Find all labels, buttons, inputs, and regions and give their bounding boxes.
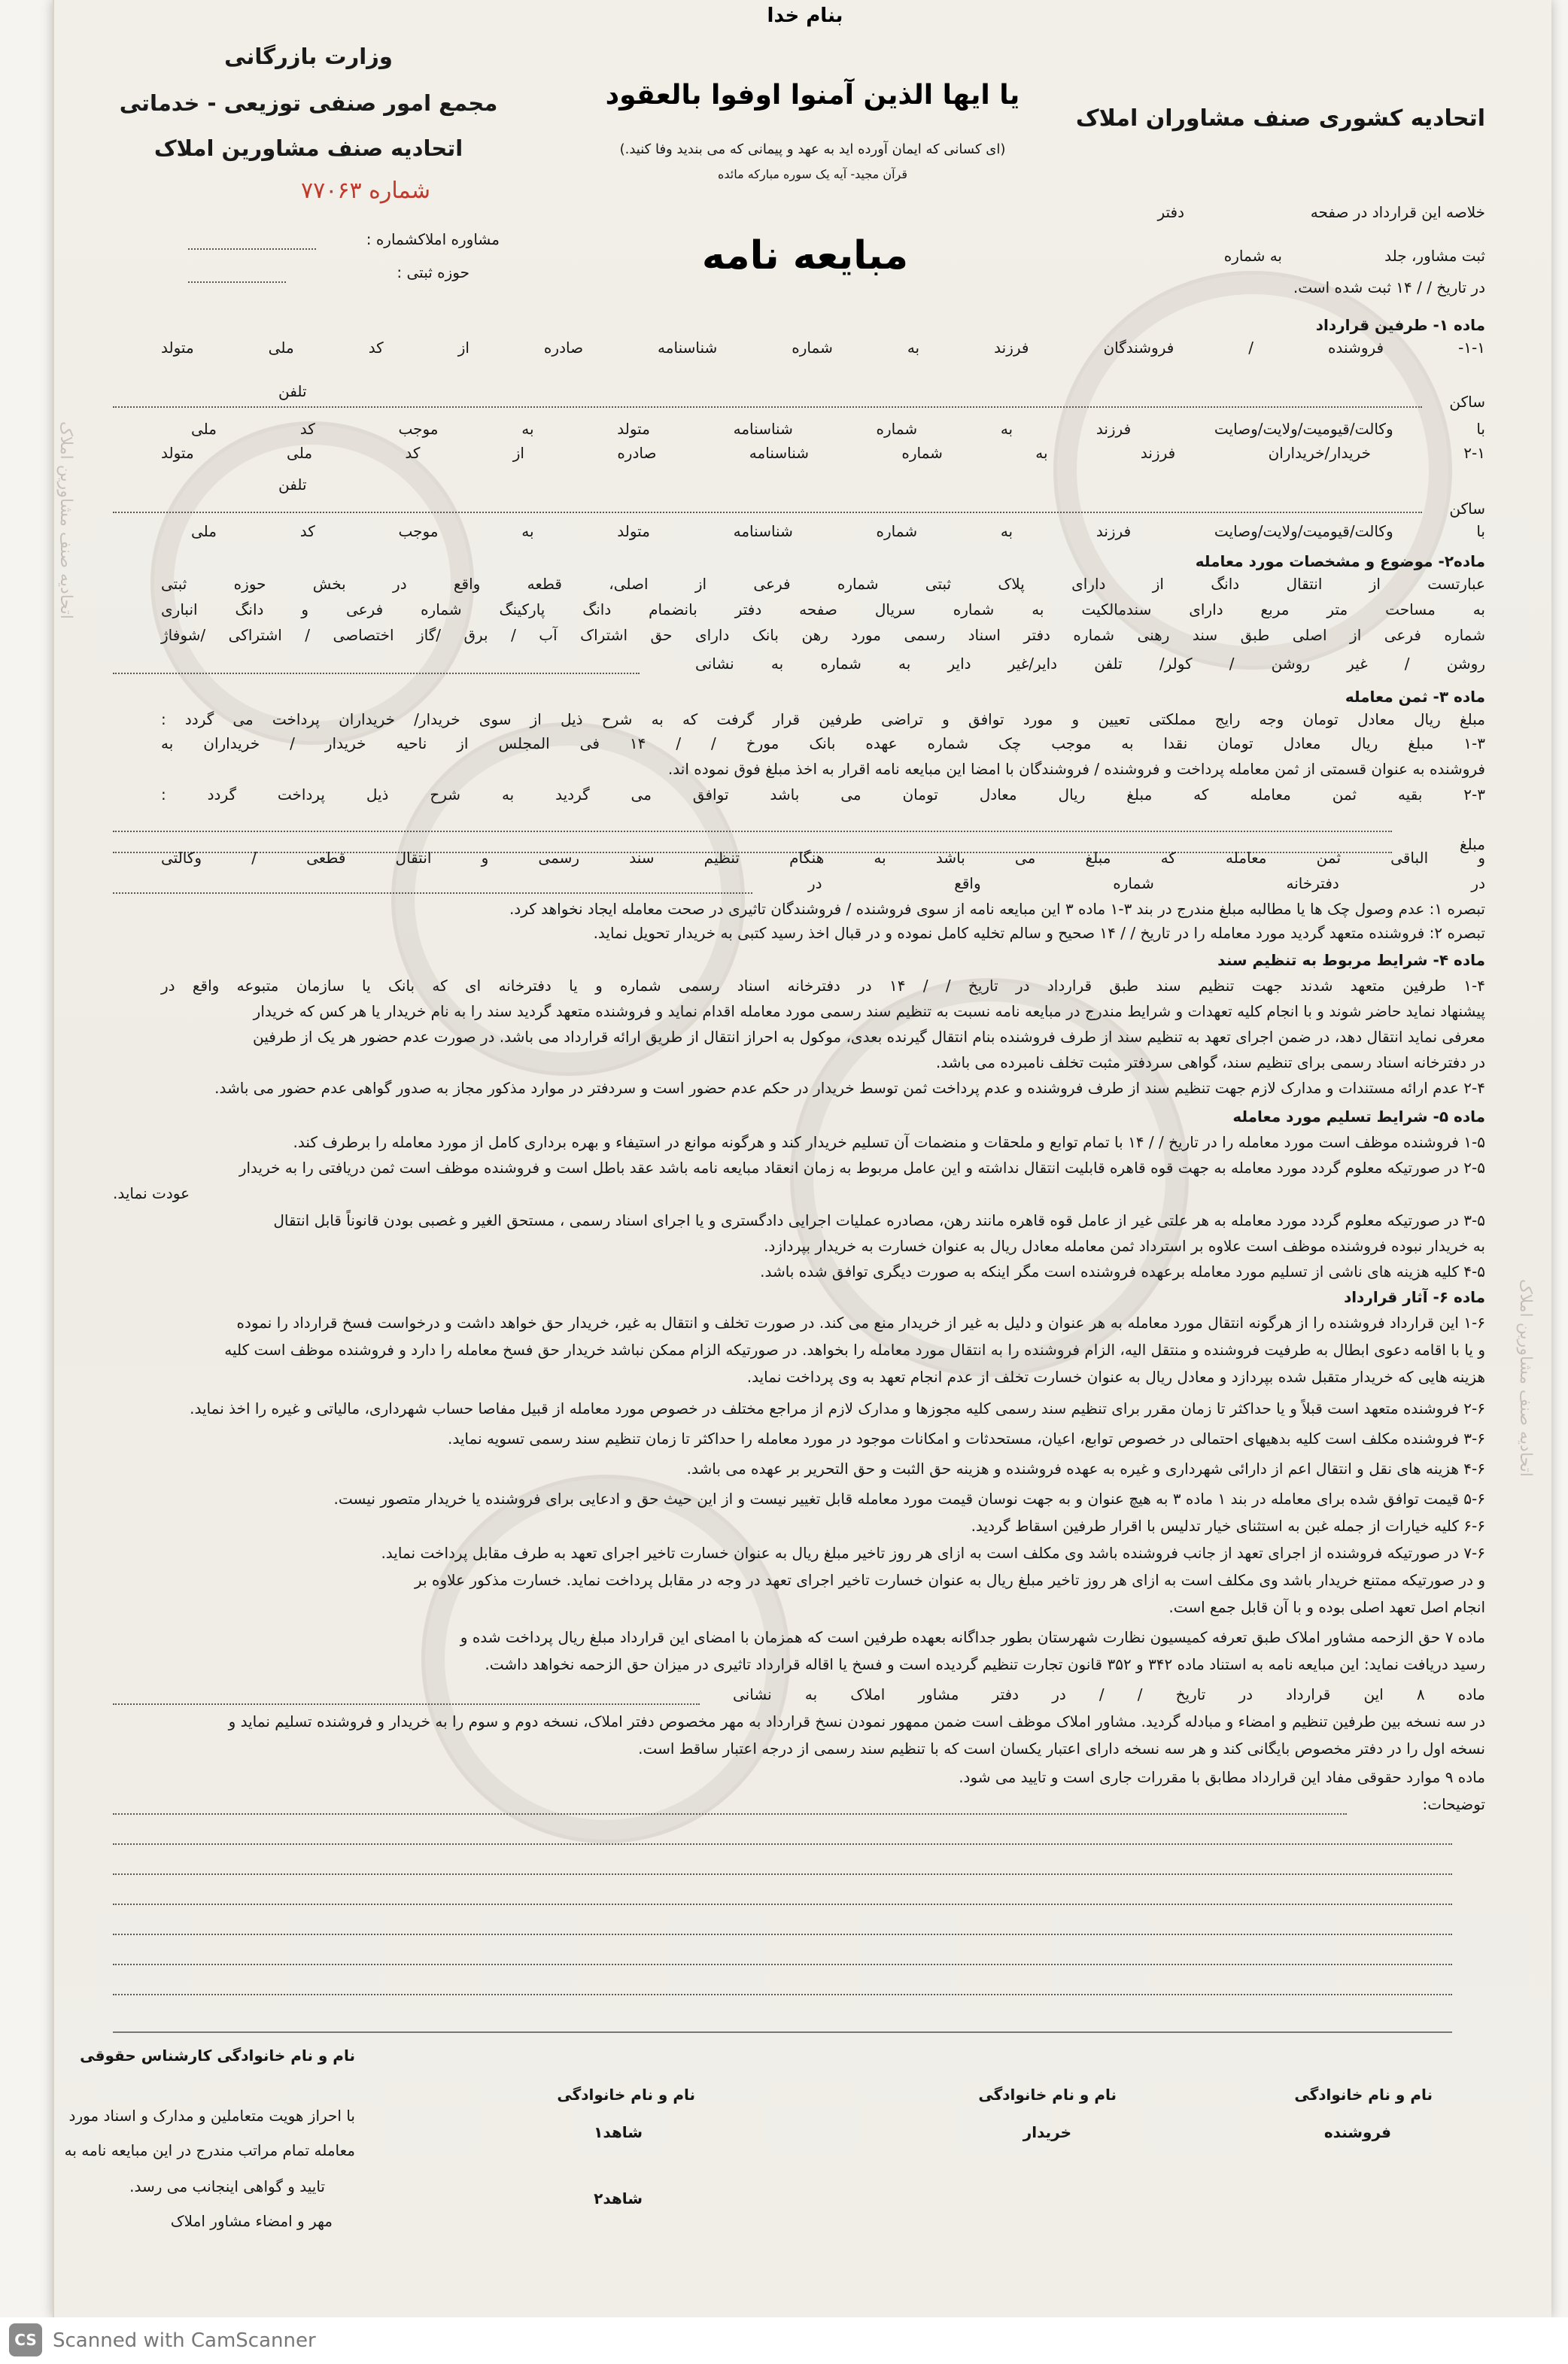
buyer-resident-label: ساکن (1449, 500, 1485, 518)
article2-line3: شماره فرعی از اصلی طبق سند رهنی شماره دفتر اسناد رسمی مورد رهن بانک دارای حق اشتراک آب / برق /گاز اختصاصی / اشتراکی /شوفاژ (161, 626, 1485, 644)
seller-phone-label: تلفن (278, 382, 307, 400)
article3-line1: مبلغ ریال معادل تومان وجه رایج مملکتی تعیین و مورد توافق و تراضی طرفین قرار گرفت که به شرح ذیل از سوی خریدار/ خریداران پرداخت می گردد : (161, 710, 1485, 728)
article6-title: ماده ۶- آثار قرارداد (1343, 1288, 1485, 1306)
article4-p2: پیشنهاد نماید حاضر شوند و با انجام کلیه تعهدات و شرایط مندرج در مبایعه نامه نسبت به تنظیم سند رسمی مورد معامله اقدام نماید و فروشنده متعهد گردید سند را به نام خریدار یا هر کس که خریدار (253, 1002, 1485, 1020)
article4-p4: در دفترخانه اسناد رسمی برای تنظیم سند، گواهی سردفتر مثبت تخلف نامبرده می باشد. (935, 1053, 1485, 1071)
article8-p2: در سه نسخه بین طرفین تنظیم و امضاء و مبادله گردید. مشاور املاک موظف است ضمن ممهور نمودن نسخ قرارداد به مهر مخصوص دفتر املاک، نسخه دوم و سوم را به خریدار و فروشنده تسلیم نماید و (228, 1712, 1485, 1730)
union-title-left: اتحادیه صنف مشاورین املاک (153, 135, 463, 161)
registry-area-label: حوزه ثبتی : (397, 263, 469, 281)
summary-page-label: خلاصه این قرارداد در صفحه (1310, 203, 1485, 221)
article6-p7: ۷-۶ در صورتیکه فروشنده از اجرای تعهد از جانب فروشنده باشد وی مکلف است به ازای هر روز تاخیر مبلغ ریال به عنوان خسارت تاخیر اجرای تعهد به طرف مقابل پرداخت نماید. (381, 1544, 1485, 1562)
article5-p1: ۱-۵ فروشنده موظف است مورد معامله را در تاریخ / / ۱۴ با تمام توابع و ملحقات و منضمات آن تسلیم خریدار کند و هرگونه موانع در استیفاء و بهره برداری کامل از مورد معامله را برطرف کند. (293, 1133, 1485, 1151)
article8-p3: نسخه اول را در دفتر مخصوص بایگانی کند و هر سه نسخه دارای اعتبار یکسان است که با تنظیم سند رسمی از درجه اعتبار ساقط است. (638, 1740, 1485, 1758)
article3-line7: در دفترخانه شماره واقع در (808, 874, 1485, 892)
article7-p1: ماده ۷ حق الزحمه مشاور املاک طبق تعرفه کمیسیون نظارت شهرستان بطور جداگانه بعهده طرفین است که همزمان با امضای این قرارداد مبلغ ریال پرداخت شده و (460, 1628, 1485, 1646)
registration-number-label: به شماره (1223, 247, 1282, 265)
article2-line4: روشن / غیر روشن / کولر/ تلفن دایر/غیر دایر به شماره به نشانی (695, 655, 1485, 673)
legal-expert-text-1: با احراز هویت متعاملین و مدارک و اسناد مورد (68, 2107, 355, 2125)
serial-value: ۷۷۰۶۳ (301, 178, 362, 204)
article5-p2: ۲-۵ در صورتیکه معلوم گردد مورد معامله به جهت قوه قاهره قابلیت انتقال نداشته و این عامل مربوط به زمان انعقاد مبایعه نامه باشد عقد باطل است و فروشنده موظف است ثمن دریافتی را به خریدار (239, 1159, 1485, 1177)
verse-source: قرآن مجید- آیه یک سوره مبارکه مائده (718, 167, 907, 181)
camscanner-logo: CS (9, 2323, 42, 2356)
quran-verse: یا ایها الذین آمنوا اوفوا بالعقود (605, 80, 1020, 111)
consultancy-number-label: مشاوره املاکشماره : (366, 230, 500, 248)
article3-line5: مبلغ (1459, 835, 1485, 853)
article6-p7c: انجام اصل تعهد اصلی بوده و با آن قابل جمع است. (1168, 1598, 1485, 1616)
article9-p1: ماده ۹ موارد حقوقی مفاد این قرارداد مطابق با مقررات جاری است و تایید می شود. (959, 1768, 1485, 1786)
article3-line4: ۲-۳ بقیه ثمن معامله که مبلغ ریال معادل تومان می باشد توافق می گردید به شرح ذیل پرداخت گردد : (161, 785, 1485, 804)
article5-p3b: به خریدار نبوده فروشنده موظف است علاوه بر استرداد ثمن معامله معادل ریال به عنوان خسارت به خریدار بپردازد. (764, 1237, 1485, 1255)
legal-expert-text-3: تایید و گواهی اینجانب می رسد. (129, 2177, 325, 2195)
ministry-title: وزارت بازرگانی (224, 44, 393, 69)
article6-p1: ۱-۶ این قرارداد فروشنده را از هرگونه انتقال مورد معامله به هر عنوان و دلیل به غیر از خریدار منع می کند. در صورت تخلف و انتقال به غیر، خریدار حق خواهد داشت و درخواست فسخ قرارداد را نموده (236, 1314, 1485, 1332)
seller-label: فروشنده (1323, 2123, 1391, 2141)
article6-p5: ۵-۶ قیمت توافق شده برای معامله در بند ۱ ماده ۳ به هیچ عنوان و به جهت نوسان قیمت مورد معامله قابل تغییر نیست و از این حیث حق و ادعایی برای فروشنده یا خریدار متصور نیست. (333, 1490, 1485, 1508)
buyer-phone-label: تلفن (278, 476, 307, 494)
witness2-label: شاهد۲ (594, 2189, 643, 2208)
article6-p3: ۳-۶ فروشنده مکلف است کلیه بدهیهای احتمالی در خصوص توابع، اعیان، مستحدثات و امکانات موجود در مورد معامله را حداکثر تا زمان تنظیم سند رسمی تسویه نماید. (448, 1430, 1485, 1448)
article6-p1b: و یا با اقامه دعوی ابطال به طرفیت فروشنده و منتقل الیه، الزام فروشنده را به انتقال مورد معامله را بخواهد. در صورتیکه الزام ممکن نباشد خریدار حق فسخ معامله را دارد و فروشنده موظف است کلیه (224, 1341, 1485, 1359)
seller-resident-label: ساکن (1449, 393, 1485, 411)
article3-note2: تبصره ۲: فروشنده متعهد گردید مورد معامله را در تاریخ / / ۱۴ صحیح و سالم تخلیه کامل نموده و در قبال اخذ رسید کتبی به خریدار تحویل نماید. (593, 924, 1485, 942)
notes-label: توضیحات: (1422, 1795, 1485, 1813)
assembly-title: مجمع امور صنفی توزیعی - خدماتی (119, 90, 498, 116)
article4-title: ماده ۴- شرایط مربوط به تنظیم سند (1217, 951, 1485, 969)
article2-title: ماده۲- موضوع و مشخصات مورد معامله (1195, 552, 1485, 570)
buyer-label: خریدار (1023, 2123, 1071, 2141)
margin-watermark-text: اتحادیه صنف مشاورین املاک (1516, 1279, 1535, 1477)
registration-label: ثبت مشاور، جلد (1384, 247, 1485, 265)
camscanner-watermark: Scanned with CamScanner (53, 2329, 316, 2352)
seller-name-label: نام و نام خانوادگی (1294, 2086, 1433, 2104)
article8-p1: ماده ۸ این قرارداد در تاریخ / / در دفتر مشاور املاک به نشانی (733, 1685, 1485, 1703)
legal-expert-title: نام و نام خانوادگی کارشناس حقوقی (80, 2046, 355, 2065)
serial-number (301, 178, 430, 204)
article6-p1c: هزینه هایی که خریدار متقبل شده بپردازد و معادل ریال به عنوان خسارت تخلف از عدم انجام تعهد به وی پرداخت نماید. (746, 1368, 1485, 1386)
article6-p6: ۶-۶ کلیه خیارات از جمله غبن به استثنای خیار تدلیس با اقرار طرفین اسقاط گردید. (971, 1517, 1485, 1535)
article1-title: ماده ۱- طرفین قرارداد (1315, 316, 1485, 334)
registration-date: در تاریخ / / ۱۴ ثبت شده است. (1293, 278, 1485, 296)
article5-title: ماده ۵- شرایط تسلیم مورد معامله (1232, 1108, 1485, 1126)
witness1-label: شاهد۱ (594, 2123, 643, 2141)
article7-p2: رسید دریافت نماید: این مبایعه نامه به استناد ماده ۳۴۲ و ۳۵۲ قانون تجارت تنظیم گردیده است و فسخ یا اقاله قرارداد تاثیری در میزان حق الزحمه نخواهد داشت. (485, 1655, 1485, 1673)
article6-p2: ۲-۶ فروشنده متعهد است قبلاً و یا حداکثر تا زمان مقرر برای تنظیم سند رسمی کلیه مجوزها و مدارک لازم از مراجع مختلف در خصوص مورد معامله از قبیل مفاصا حساب شهرداری، مالیاتی و غیره را اخذ نماید. (190, 1399, 1485, 1417)
article5-p3: ۳-۵ در صورتیکه معلوم گردد مورد معامله به هر علتی غیر از عامل قوه قاهره مانند رهن، مصادره عملیات اجرایی دادگستری و یا اجرای اسناد رسمی ، مستحق الغیر و غصبی بودن قانوناً قابل انتقال (273, 1211, 1485, 1229)
legal-expert-text-2: معامله تمام مراتب مندرج در این مبایعه نامه به (64, 2141, 355, 2159)
summary-book-label: دفتر (1157, 203, 1184, 221)
union-title-right: اتحادیه کشوری صنف مشاوران املاک (1075, 105, 1485, 132)
witness-name-label: نام و نام خانوادگی (557, 2086, 695, 2104)
margin-watermark-text: اتحادیه صنف مشاورین املاک (56, 421, 75, 619)
article3-line2: ۱-۳ مبلغ ریال معادل تومان نقدا به موجب چک شماره عهده بانک مورخ / / ۱۴ فی المجلس از ناحیه خریدار / خریداران به (161, 734, 1485, 752)
verse-translation: (ای کسانی که ایمان آورده اید به عهد و پیمانی که می بندید وفا کنید.) (619, 141, 1006, 157)
serial-label: شماره (369, 178, 430, 204)
buyer-agent-line: با وکالت/قیومیت/ولایت/وصایت فرزند به شماره شناسنامه متولد به موجب کد ملی (191, 522, 1485, 540)
article3-note1: تبصره ۱: عدم وصول چک ها یا مطالبه مبلغ مندرج در بند ۳-۱ ماده ۳ این مبایعه نامه از سوی فروشنده / فروشندگان تاثیری در صحت معامله ایجاد نخواهد کرد. (509, 900, 1485, 918)
article6-p7b: و در صورتیکه ممتنع خریدار باشد وی مکلف است به ازای هر روز تاخیر مبلغ ریال به عنوان خسارت تاخیر اجرای تعهد در وجه در مقابل پرداخت نماید. خسارت مذکور علاوه بر (415, 1571, 1485, 1589)
article4-p1: ۱-۴ طرفین متعهد شدند جهت تنظیم سند طبق قرارداد در تاریخ / / ۱۴ در دفترخانه اسناد رسمی شماره و یا دفترخانه ای که بانک یا سازمان متبوعه واقع در (161, 977, 1485, 995)
seller-agent-line: با وکالت/قیومیت/ولایت/وصایت فرزند به شماره شناسنامه متولد به موجب کد ملی (191, 420, 1485, 438)
article5-p4: ۴-۵ کلیه هزینه های ناشی از تسلیم مورد معامله برعهده فروشنده است مگر اینکه به صورت دیگری توافق شده باشد. (760, 1263, 1485, 1281)
seller-line: ۱-۱- فروشنده / فروشندگان فرزند به شماره شناسنامه صادره از کد ملی متولد (161, 339, 1485, 357)
article4-p3: معرفی نماید انتقال دهد، در ضمن اجرای تعهد به تنظیم سند از طرف فروشنده بنام انتقال گیرنده بعدی، موکول به احراز انتقال از طریق ارائه قرارداد می باشد. در صورت عدم حضور هر یک از طرفین (253, 1028, 1485, 1046)
article3-line6: و الباقی ثمن معامله که مبلغ می باشد به هنگام تنظیم سند رسمی و انتقال قطعی / وکالتی (161, 849, 1485, 867)
article4-p5: ۲-۴ عدم ارائه مستندات و مدارک لازم جهت تنظیم سند از طرف فروشنده و عدم پرداخت ثمن توسط خریدار در حکم عدم حضور است و سردفتر در موارد مذکور مجاز به صدور گواهی عدم حضور می باشد. (214, 1079, 1485, 1097)
buyer-line: ۲-۱ خریدار/خریداران فرزند به شماره شناسنامه صادره از کد ملی متولد (161, 444, 1485, 462)
article3-title: ماده ۳- ثمن معامله (1345, 688, 1485, 706)
buyer-name-label: نام و نام خانوادگی (978, 2086, 1117, 2104)
article6-p4: ۴-۶ هزینه های نقل و انتقال اعم از دارائی شهرداری و غیره به عهده فروشنده و هزینه حق الثبت و حق التحریر بر عهده می باشد. (686, 1460, 1485, 1478)
legal-expert-text-4: مهر و امضاء مشاور املاک (170, 2212, 333, 2230)
article2-line1: عبارتست از انتقال دانگ از دارای پلاک ثبتی شماره فرعی از اصلی، قطعه واقع در بخش حوزه ثبتی (161, 575, 1485, 593)
article2-line2: به مساحت متر مربع دارای سندمالکیت به شماره سریال صفحه دفتر بانضمام دانگ پارکینگ شماره فرعی و دانگ انباری (161, 600, 1485, 618)
bismillah: بنام خدا (767, 5, 843, 27)
article5-p2b: عودت نماید. (113, 1184, 190, 1202)
document-title: مبایعه نامه (701, 233, 909, 278)
article3-line3: فروشنده به عنوان قسمتی از ثمن معامله پرداخت و فروشنده / فروشندگان با امضا این مبایعه نامه اقرار به اخذ مبلغ فوق نموده اند. (667, 760, 1485, 778)
